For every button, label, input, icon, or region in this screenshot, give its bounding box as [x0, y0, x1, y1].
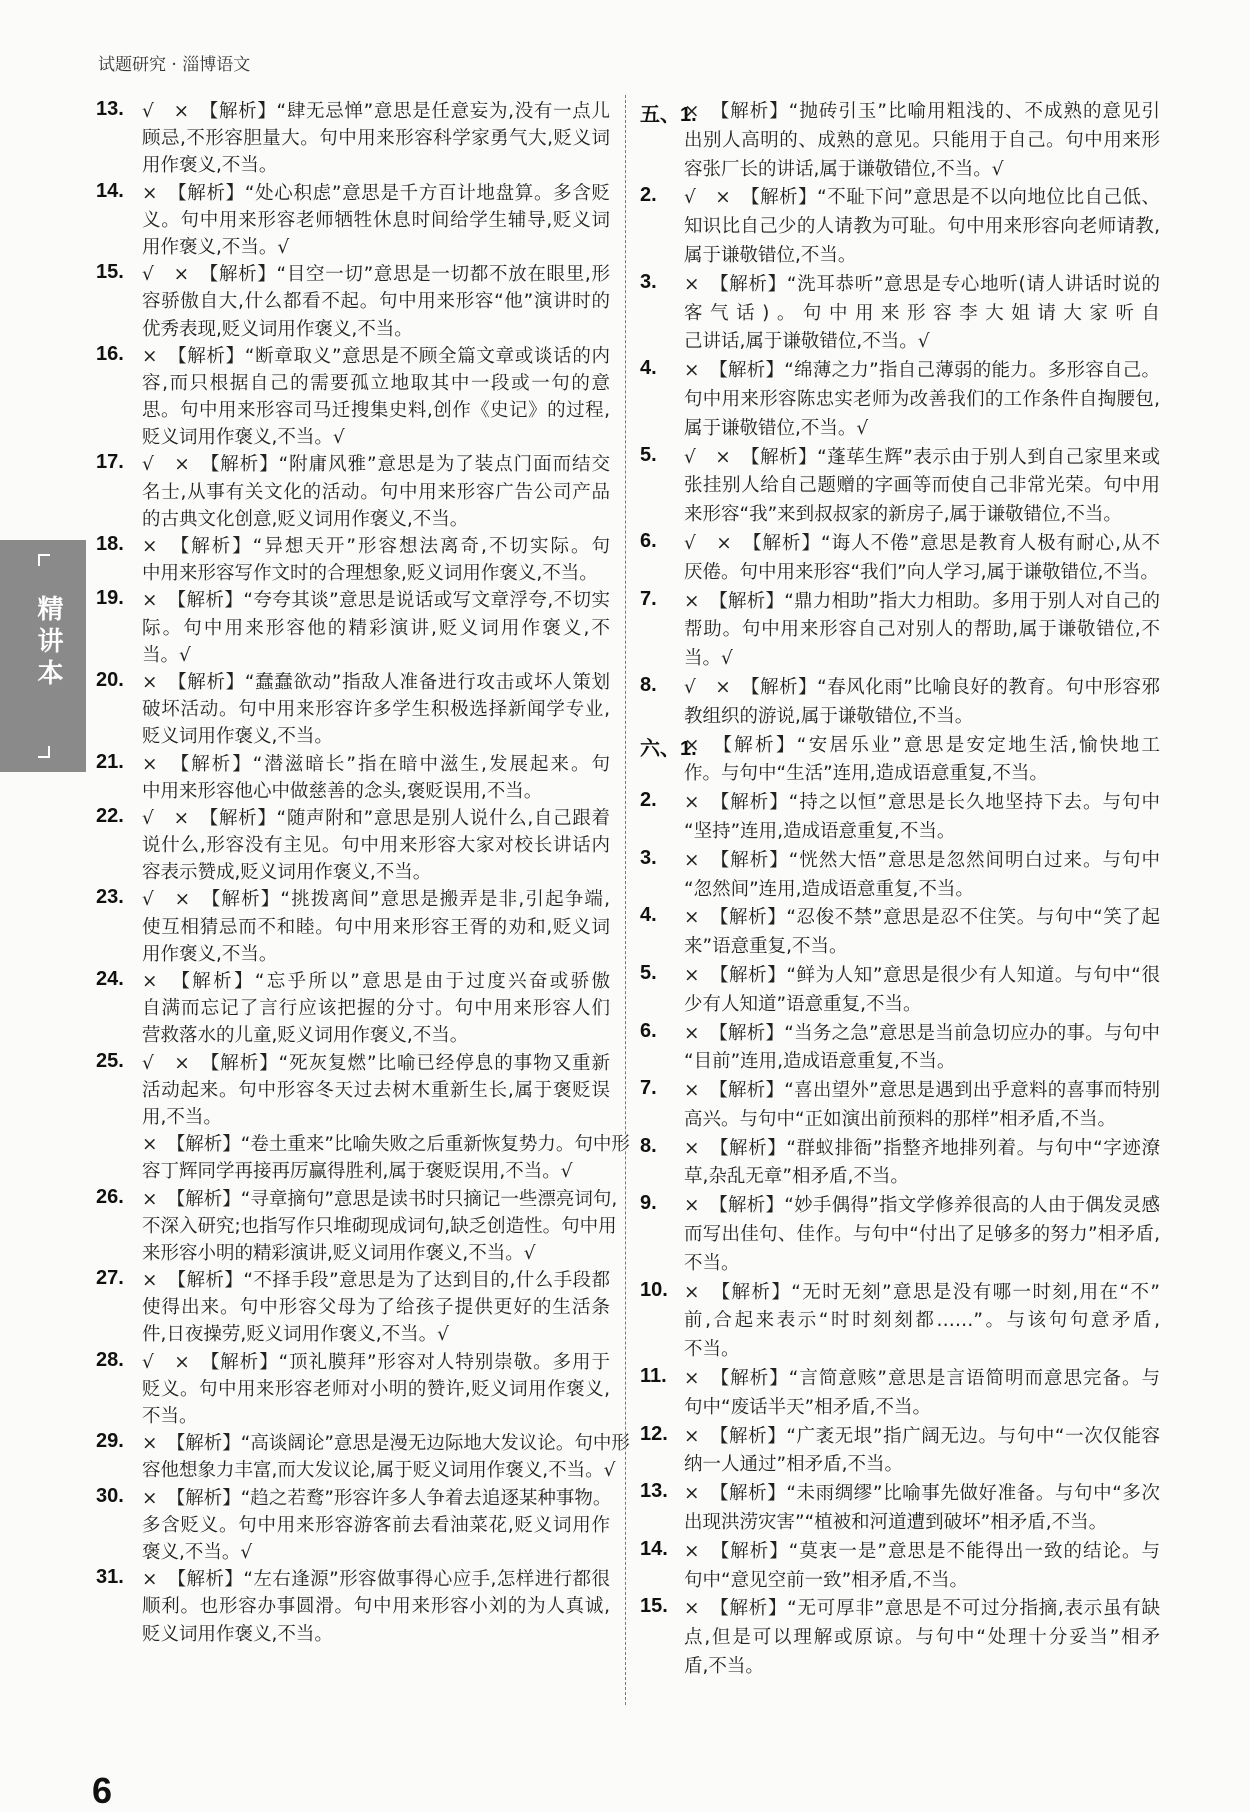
- entry-number: 3.: [640, 846, 657, 869]
- entry-number: 15.: [96, 261, 124, 284]
- entry-line: 营救落水的儿童,贬义词用作褒义,不当。: [142, 1025, 469, 1047]
- entry-line: × 【解析】“言简意赅”意思是言语简明而意思完备。与: [684, 1368, 1160, 1390]
- entry-line: × 【解析】“洗耳恭听”意思是专心地听(请人讲话时说的: [684, 273, 1160, 295]
- entry-number: 8.: [640, 1134, 657, 1157]
- entry-line: 破坏活动。句中用来形容许多学生积极选择新闻学专业,: [142, 699, 610, 721]
- entry-line: 句中“意见空前一致”相矛盾,不当。: [684, 1569, 969, 1591]
- entry-line: 盾,不当。: [684, 1656, 764, 1678]
- answer-entry: [96, 669, 610, 751]
- answer-entry: [640, 530, 1160, 588]
- entry-line: 不当。: [684, 1339, 740, 1361]
- entry-line: × 【解析】“当务之急”意思是当前急切应办的事。与句中: [684, 1022, 1160, 1044]
- answer-entry: [640, 357, 1160, 443]
- entry-line: √ × 【解析】“肆无忌惮”意思是任意妄为,没有一点儿: [142, 101, 610, 122]
- entry-line: 点,但是可以理解或原谅。与句中“处理十分妥当”相矛: [684, 1627, 1160, 1649]
- entry-line: 顾忌,不形容胆量大。句中用来形容科学家勇气大,贬义词: [142, 128, 610, 150]
- entry-line: × 【解析】“鼎力相助”指大力相助。多用于别人对自己的: [684, 590, 1160, 612]
- entry-line: 使得出来。句中形容父母为了给孩子提供更好的生活条: [142, 1297, 610, 1319]
- entry-line: 教组织的游说,属于谦敬错位,不当。: [684, 705, 974, 727]
- entry-number: 11.: [640, 1365, 667, 1388]
- entry-number: 12.: [640, 1422, 668, 1445]
- entry-line: “目前”连用,造成语意重复,不当。: [684, 1051, 956, 1073]
- entry-line: 当。√: [684, 648, 733, 670]
- answer-entry: [640, 1423, 1160, 1481]
- answer-entry: [96, 1485, 610, 1567]
- bracket-top-icon: [38, 554, 50, 566]
- entry-number: 六、1.: [640, 737, 697, 760]
- entry-line: × 【解析】“抛砖引玉”比喻用粗浅的、不成熟的意见引: [684, 101, 1160, 122]
- entry-number: 30.: [96, 1484, 124, 1507]
- entry-line: 来形容小明的精彩演讲,贬义词用作褒义,不当。√: [142, 1242, 536, 1264]
- entry-number: 5.: [640, 961, 657, 984]
- entry-line: 容他想象力丰富,而大发议论,属于贬义词用作褒义,不当。√: [142, 1460, 616, 1482]
- entry-line: 少有人知道”语意重复,不当。: [684, 993, 922, 1015]
- entry-number: 29.: [96, 1430, 124, 1453]
- entry-line: × 【解析】“趋之若鹜”形容许多人争着去追逐某种事物。: [142, 1487, 612, 1509]
- answer-entry: [640, 1020, 1160, 1078]
- entry-number: 13.: [640, 1480, 668, 1503]
- entry-number: 3.: [640, 270, 657, 293]
- answer-entry: [640, 1135, 1160, 1193]
- answer-entry: [96, 1566, 610, 1648]
- entry-line: × 【解析】“持之以恒”意思是长久地坚持下去。与句中: [684, 792, 1160, 814]
- entry-line: 使互相猜忌而不和睦。句中用来形容王胥的劝和,贬义词: [142, 916, 610, 938]
- entry-line: × 【解析】“安居乐业”意思是安定地生活,愉快地工: [684, 734, 1160, 756]
- column-divider: [625, 95, 626, 1705]
- answer-entry: [640, 1538, 1160, 1596]
- entry-number: 22.: [96, 804, 124, 827]
- answer-entry: [96, 533, 610, 587]
- side-tab: [0, 540, 86, 772]
- entry-line: √ × 【解析】“附庸风雅”意思是为了装点门面而结交: [142, 454, 610, 476]
- entry-number: 19.: [96, 587, 124, 610]
- entry-line: 句中用来形容陈忠实老师为改善我们的工作条件自掏腰包,: [684, 388, 1160, 410]
- answer-entry: [96, 1185, 618, 1268]
- entry-line: 不当。: [142, 1406, 198, 1427]
- entry-number: 五、1.: [640, 104, 697, 126]
- entry-line: × 【解析】“忘乎所以”意思是由于过度兴奋或骄傲: [142, 971, 610, 992]
- answer-entry: [640, 588, 1160, 674]
- entry-line: 际。句中用来形容他的精彩演讲,贬义词用作褒义,不: [142, 617, 610, 639]
- entry-number: 10.: [640, 1278, 668, 1301]
- entry-number: 31.: [96, 1566, 124, 1589]
- answer-entry: [640, 1192, 1160, 1278]
- answer-entry: [640, 1480, 1160, 1538]
- entry-line: 纳一人通过”相矛盾,不当。: [684, 1454, 903, 1476]
- entry-line: 褒义,不当。√: [142, 1541, 253, 1563]
- entry-line: 不深入研究;也指写作只堆砌现成词句,缺乏创造性。句中用: [142, 1215, 617, 1237]
- answer-entry: [640, 847, 1160, 905]
- left-column: [96, 98, 630, 1648]
- entry-line: × 【解析】“蠢蠢欲动”指敌人准备进行攻击或坏人策划: [142, 671, 610, 693]
- entry-line: 自满而忘记了言行应该把握的分寸。句中用来形容人们: [142, 998, 610, 1020]
- entry-line: × 【解析】“莫衷一是”意思是不能得出一致的结论。与: [684, 1540, 1160, 1562]
- entry-line: × 【解析】“鲜为人知”意思是很少有人知道。与句中“很: [684, 964, 1160, 986]
- entry-line: 顺利。也形容办事圆滑。句中用来形容小刘的为人真诚,: [142, 1596, 610, 1618]
- entry-line: 义。句中用来形容老师牺牲休息时间给学生辅导,贬义词: [142, 209, 610, 231]
- entry-line: 用,不当。: [142, 1106, 222, 1128]
- entry-number: 20.: [96, 668, 124, 691]
- answer-entry: [96, 1267, 610, 1349]
- entry-line: 来”语意重复,不当。: [684, 936, 848, 958]
- entry-line: 知识比自己少的人请教为可耻。句中用来形容向老师请教,: [684, 216, 1160, 238]
- entry-line: 高兴。与句中“正如演出前预料的那样”相矛盾,不当。: [684, 1108, 1117, 1130]
- right-column: [640, 98, 1160, 1682]
- entry-line: × 【解析】“广袤无垠”指广阔无边。与句中“一次仅能容: [684, 1425, 1160, 1447]
- entry-line: 帮助。句中用来形容自己对别人的帮助,属于谦敬错位,不: [684, 619, 1160, 641]
- answer-entry: [96, 1049, 630, 1186]
- entry-number: 2.: [640, 184, 657, 207]
- answer-entry: [96, 886, 610, 968]
- entry-number: 15.: [640, 1595, 668, 1618]
- entry-line: 来形容“我”来到叔叔家的新房子,属于谦敬错位,不当。: [684, 504, 1122, 526]
- answer-entry: [640, 732, 1160, 790]
- entry-line: 思。句中用来形容司马迁搜集史料,创作《史记》的过程,: [142, 400, 610, 422]
- answer-entry: [96, 98, 610, 180]
- entry-line: 草,杂乱无章”相矛盾,不当。: [684, 1166, 909, 1188]
- entry-line: 前,合起来表示“时时刻刻都……”。与该句句意矛盾,: [684, 1310, 1160, 1332]
- entry-line: 的古典文化创意,贬义词用作褒义,不当。: [142, 508, 469, 530]
- entry-number: 9.: [640, 1192, 657, 1215]
- entry-number: 24.: [96, 968, 124, 990]
- entry-number: 21.: [96, 750, 124, 773]
- entry-number: 5.: [640, 443, 657, 466]
- entry-line: 容,而只根据自己的需要孤立地取其中一段或一句的意: [142, 372, 610, 394]
- entry-number: 6.: [640, 1019, 657, 1042]
- entry-line: × 【解析】“忍俊不禁”意思是忍不住笑。与句中“笑了起: [684, 907, 1160, 929]
- entry-number: 16.: [96, 342, 124, 365]
- entry-line: × 【解析】“断章取义”意思是不顾全篇文章或谈话的内: [142, 345, 610, 367]
- entry-number: 26.: [96, 1185, 124, 1208]
- entry-line: 己讲话,属于谦敬错位,不当。√: [684, 331, 930, 353]
- entry-line: 属于谦敬错位,不当。√: [684, 417, 869, 439]
- entry-line: × 【解析】“左右逢源”形容做事得心应手,怎样进行都很: [142, 1569, 610, 1591]
- entry-line: 当。√: [142, 644, 191, 666]
- entry-number: 14.: [640, 1537, 668, 1560]
- entry-line: 件,日夜操劳,贬义词用作褒义,不当。√: [142, 1324, 449, 1346]
- entry-number: 13.: [96, 98, 124, 120]
- entry-line: “忽然间”连用,造成语意重复,不当。: [684, 878, 974, 900]
- answer-entry: [640, 444, 1160, 530]
- answer-entry: [96, 805, 610, 887]
- entry-number: 28.: [96, 1348, 124, 1371]
- answer-entry: [96, 1430, 630, 1484]
- answer-entry: [640, 1365, 1160, 1423]
- entry-line: 贬义。句中用来形容老师对小明的赞许,贬义词用作褒义,: [142, 1378, 610, 1400]
- entry-line: × 【解析】“夸夸其谈”意思是说话或写文章浮夸,不切实: [142, 590, 610, 612]
- entry-number: 14.: [96, 179, 124, 202]
- entry-line: × 【解析】“群蚁排衙”指整齐地排列着。与句中“字迹潦: [684, 1137, 1160, 1159]
- entry-line: 用作褒义,不当。√: [142, 236, 290, 258]
- answer-entry: [640, 904, 1160, 962]
- entry-number: 7.: [640, 1077, 657, 1100]
- entry-line: √ × 【解析】“随声附和”意思是别人说什么,自己跟着: [142, 807, 610, 829]
- entry-line: 容骄傲自大,什么都看不起。句中用来形容“他”演讲时的: [142, 291, 610, 313]
- answer-entry: [96, 180, 610, 262]
- side-tab-label: 精讲本: [33, 595, 63, 691]
- entry-line: × 【解析】“异想天开”形容想法离奇,不切实际。句: [142, 536, 610, 557]
- entry-line: 说什么,形容没有主见。句中用来形容大家对校长讲话内: [142, 835, 610, 857]
- bracket-bottom-icon: [38, 746, 50, 758]
- entry-line: √ × 【解析】“诲人不倦”意思是教育人极有耐心,从不: [684, 532, 1160, 554]
- entry-line: 容丁辉同学再接再厉赢得胜利,属于褒贬误用,不当。√: [142, 1161, 573, 1183]
- answer-entry: [640, 1595, 1160, 1681]
- entry-line: × 【解析】“潜滋暗长”指在暗中滋生,发展起来。句: [142, 753, 610, 775]
- answer-entry: [640, 962, 1160, 1020]
- answer-entry: [96, 343, 610, 452]
- entry-line: 容表示赞成,贬义词用作褒义,不当。: [142, 862, 432, 884]
- entry-line: 优秀表现,贬义词用作褒义,不当。: [142, 318, 413, 340]
- entry-line: 名士,从事有关文化的活动。句中用来形容广告公司产品: [142, 481, 610, 503]
- entry-line: 贬义词用作褒义,不当。: [142, 726, 333, 748]
- answer-entry: [640, 184, 1160, 270]
- entry-number: 23.: [96, 886, 124, 909]
- entry-line: 句中“废话半天”相矛盾,不当。: [684, 1396, 932, 1418]
- entry-line: 出现洪涝灾害”“植被和河道遭到破坏”相矛盾,不当。: [684, 1512, 1108, 1534]
- entry-line: 活动起来。句中形容冬天过去树木重新生长,属于褒贬误: [142, 1079, 610, 1101]
- answer-entry: [96, 968, 610, 1050]
- entry-number: 17.: [96, 451, 124, 474]
- entry-line: 出别人高明的、成熟的意见。只能用于自己。句中用来形: [684, 129, 1160, 151]
- entry-number: 25.: [96, 1049, 124, 1072]
- entry-line: × 【解析】“高谈阔论”意思是漫无边际地大发议论。句中形: [142, 1433, 630, 1455]
- entry-number: 4.: [640, 357, 657, 380]
- answer-entry: [96, 751, 610, 805]
- entry-number: 2.: [640, 789, 657, 812]
- entry-line: √ × 【解析】“顶礼膜拜”形容对人特别崇敬。多用于: [142, 1351, 610, 1373]
- answer-entry: [640, 674, 1160, 732]
- answer-entry: [96, 587, 610, 669]
- entry-line: × 【解析】“不择手段”意思是为了达到目的,什么手段都: [142, 1270, 610, 1292]
- entry-line: 贬义词用作褒义,不当。: [142, 1623, 333, 1645]
- page-number: 6: [92, 1770, 113, 1811]
- entry-line: × 【解析】“喜出望外”意思是遇到出乎意料的喜事而特别: [684, 1080, 1160, 1102]
- entry-line: √ × 【解析】“目空一切”意思是一切都不放在眼里,形: [142, 264, 610, 286]
- entry-line: 作。与句中“生活”连用,造成语意重复,不当。: [684, 763, 1048, 785]
- entry-line: × 【解析】“处心积虑”意思是千方百计地盘算。多含贬: [142, 182, 610, 204]
- entry-line: “坚持”连用,造成语意重复,不当。: [684, 820, 956, 842]
- entry-line: 多含贬义。句中用来形容游客前去看油菜花,贬义词用作: [142, 1514, 610, 1536]
- entry-line: 客气话)。句中用来形容李大姐请大家听自: [684, 302, 1160, 324]
- entry-line: × 【解析】“卷土重来”比喻失败之后重新恢复势力。句中形: [142, 1134, 630, 1156]
- entry-line: × 【解析】“未雨绸缪”比喻事先做好准备。与句中“多次: [684, 1483, 1160, 1505]
- entry-line: 用作褒义,不当。: [142, 943, 278, 965]
- running-header: 试题研究 · 淄博语文: [98, 55, 251, 75]
- answer-entry: [640, 1279, 1160, 1365]
- entry-line: √ × 【解析】“春风化雨”比喻良好的教育。句中形容邪: [684, 676, 1160, 698]
- answer-entry: [96, 1349, 610, 1431]
- entry-line: 容张厂长的讲话,属于谦敬错位,不当。√: [684, 158, 1004, 180]
- entry-number: 8.: [640, 673, 657, 696]
- answer-entry: [640, 98, 1160, 184]
- entry-line: × 【解析】“寻章摘句”意思是读书时只摘记一些漂亮词句,: [142, 1188, 618, 1210]
- entry-number: 6.: [640, 529, 657, 552]
- entry-line: 而写出佳句、佳作。与句中“付出了足够多的努力”相矛盾,: [684, 1224, 1160, 1246]
- entry-number: 18.: [96, 533, 124, 555]
- entry-line: × 【解析】“妙手偶得”指文学修养很高的人由于偶发灵感: [684, 1195, 1160, 1217]
- entry-line: 张挂别人给自己题赠的字画等而使自己非常光荣。句中用: [684, 475, 1160, 497]
- entry-line: 属于谦敬错位,不当。: [684, 244, 857, 266]
- answer-entry: [96, 261, 610, 343]
- entry-line: 中用来形容他心中做慈善的念头,褒贬误用,不当。: [142, 780, 543, 802]
- entry-number: 27.: [96, 1267, 124, 1290]
- entry-line: × 【解析】“恍然大悟”意思是忽然间明白过来。与句中: [684, 849, 1160, 871]
- answer-entry: [640, 271, 1160, 357]
- entry-line: 不当。: [684, 1252, 740, 1274]
- entry-line: 用作褒义,不当。: [142, 155, 278, 177]
- entry-number: 7.: [640, 587, 657, 610]
- entry-line: × 【解析】“无时无刻”意思是没有哪一时刻,用在“不”: [684, 1281, 1160, 1303]
- entry-line: √ × 【解析】“蓬荜生辉”表示由于别人到自己家里来或: [684, 446, 1160, 468]
- entry-line: 厌倦。句中用来形容“我们”向人学习,属于谦敬错位,不当。: [684, 561, 1159, 583]
- answer-entry: [640, 789, 1160, 847]
- entry-line: 贬义词用作褒义,不当。√: [142, 427, 345, 449]
- entry-number: 4.: [640, 904, 657, 927]
- entry-line: × 【解析】“绵薄之力”指自己薄弱的能力。多形容自己。: [684, 360, 1160, 382]
- entry-line: √ × 【解析】“挑拨离间”意思是搬弄是非,引起争端,: [142, 889, 610, 911]
- answer-entry: [96, 451, 610, 533]
- entry-line: √ × 【解析】“不耻下问”意思是不以向地位比自己低、: [684, 187, 1160, 209]
- entry-line: √ × 【解析】“死灰复燃”比喻已经停息的事物又重新: [142, 1052, 610, 1074]
- entry-line: × 【解析】“无可厚非”意思是不可过分指摘,表示虽有缺: [684, 1598, 1160, 1620]
- answer-entry: [640, 1077, 1160, 1135]
- entry-line: 中用来形容写作文时的合理想象,贬义词用作褒义,不当。: [142, 563, 598, 585]
